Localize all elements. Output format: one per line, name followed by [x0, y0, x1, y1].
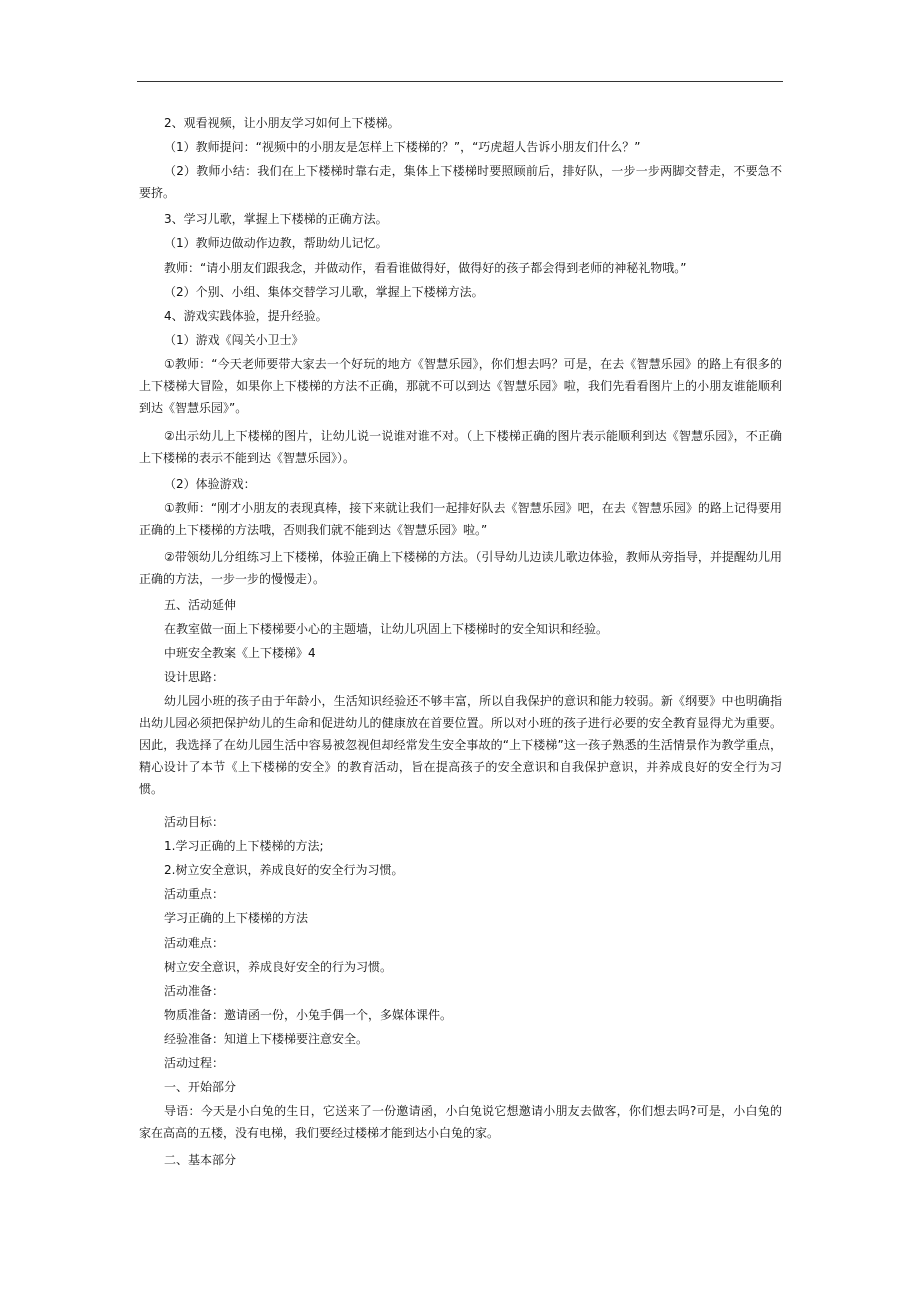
paragraph-group-practice: ②带领幼儿分组练习上下楼梯，体验正确上下楼梯的方法。（引导幼儿边读儿歌边体验，教师从旁指导，并提醒幼儿用正确的方法，一步一步的慢慢走）。: [139, 550, 782, 586]
paragraph-teacher-speech: 教师：“请小朋友们跟我念，并做动作，看看谁做得好，做得好的孩子都会得到老师的神秘礼物哦。”: [164, 261, 687, 275]
paragraph-process-heading: 活动过程：: [164, 1056, 225, 1070]
paragraph-difficulty-body: 树立安全意识，养成良好安全的行为习惯。: [164, 960, 393, 974]
paragraph-teacher-praise: ①教师：“刚才小朋友的表现真棒，接下来就让我们一起排好队去《智慧乐园》吧，在去《智慧乐园》的路上记得要用正确的上下楼梯的方法哦，否则我们就不能到达《智慧乐园》啦。”: [139, 501, 782, 537]
paragraph-goal-2: 2.树立安全意识，养成良好的安全行为习惯。: [164, 863, 404, 877]
header-rule: [137, 81, 783, 82]
paragraph-goals-heading: 活动目标：: [164, 815, 225, 829]
paragraph-teacher-intro: ①教师：“今天老师要带大家去一个好玩的地方《智慧乐园》，你们想去吗？可是，在去《智慧乐园》的路上有很多的上下楼梯大冒险，如果你上下楼梯的方法不正确，那就不可以到达《智慧乐园》啦，我们先看看图片上的小朋友谁能顺利到达《智慧乐园》”。: [139, 357, 782, 415]
paragraph-experience-prep: 经验准备：知道上下楼梯要注意安全。: [164, 1032, 369, 1046]
paragraph-design-body: 幼儿园小班的孩子由于年龄小，生活知识经验还不够丰富，所以自我保护的意识和能力较弱。新《纲要》中也明确指出幼儿园必须把保护幼儿的生命和促进幼儿的健康放在首要位置。所以对小班的孩子进行必要的安全教育显得尤为重要。因此，我选择了在幼儿园生活中容易被忽视但却经常发生安全事故的“上下楼梯”这一孩子熟悉的生活情景作为教学重点，精心设计了本节《上下楼梯的安全》的教育活动，旨在提高孩子的安全意识和自我保护意识，并养成良好的安全行为习惯。: [139, 694, 782, 796]
paragraph-difficulty-heading: 活动难点：: [164, 936, 225, 950]
paragraph-prep-heading: 活动准备：: [164, 984, 225, 998]
paragraph-experience-game: （2）体验游戏：: [164, 477, 256, 491]
paragraph-lesson-title: 中班安全教案《上下楼梯》4: [164, 646, 316, 660]
paragraph-teacher-summary: （2）教师小结：我们在上下楼梯时靠右走，集体上下楼梯时要照顾前后，排好队，一步一步两脚交替走，不要急不要挤。: [139, 164, 782, 200]
paragraph-learn-song: 3、学习儿歌，掌握上下楼梯的正确方法。: [164, 212, 388, 226]
paragraph-game-practice: 4、游戏实践体验，提升经验。: [164, 309, 328, 323]
paragraph-opening-heading: 一、开始部分: [164, 1080, 237, 1094]
paragraph-show-pictures: ②出示幼儿上下楼梯的图片，让幼儿说一说谁对谁不对。（上下楼梯正确的图片表示能顺利到达《智慧乐园》，不正确上下楼梯的表示不能到达《智慧乐园》）。: [139, 429, 782, 465]
paragraph-group-learning: （2）个别、小组、集体交替学习儿歌，掌握上下楼梯方法。: [164, 285, 484, 299]
paragraph-goal-1: 1.学习正确的上下楼梯的方法;: [164, 839, 324, 853]
paragraph-opening-body: 导语：今天是小白兔的生日，它送来了一份邀请函，小白兔说它想邀请小朋友去做客，你们想去吗?可是，小白兔的家在高高的五楼，没有电梯，我们要经过楼梯才能到达小白兔的家。: [139, 1104, 782, 1140]
paragraph-teacher-question: （1）教师提问：“视频中的小朋友是怎样上下楼梯的？”，“巧虎超人告诉小朋友们什么？”: [164, 140, 641, 154]
paragraph-extension-heading: 五、活动延伸: [164, 598, 237, 612]
paragraph-game-title: （1）游戏《闯关小卫士》: [164, 333, 304, 347]
paragraph-material-prep: 物质准备：邀请函一份，小兔手偶一个，多媒体课件。: [164, 1008, 453, 1022]
paragraph-extension-body: 在教室做一面上下楼梯要小心的主题墙，让幼儿巩固上下楼梯时的安全知识和经验。: [164, 622, 609, 636]
paragraph-basic-heading: 二、基本部分: [164, 1153, 237, 1167]
paragraph-design-heading: 设计思路：: [164, 670, 225, 684]
paragraph-watch-video: 2、观看视频，让小朋友学习如何上下楼梯。: [164, 116, 400, 130]
paragraph-key-heading: 活动重点：: [164, 887, 225, 901]
paragraph-key-body: 学习正确的上下楼梯的方法: [164, 911, 309, 925]
paragraph-teach-actions: （1）教师边做动作边教，帮助幼儿记忆。: [164, 236, 388, 250]
